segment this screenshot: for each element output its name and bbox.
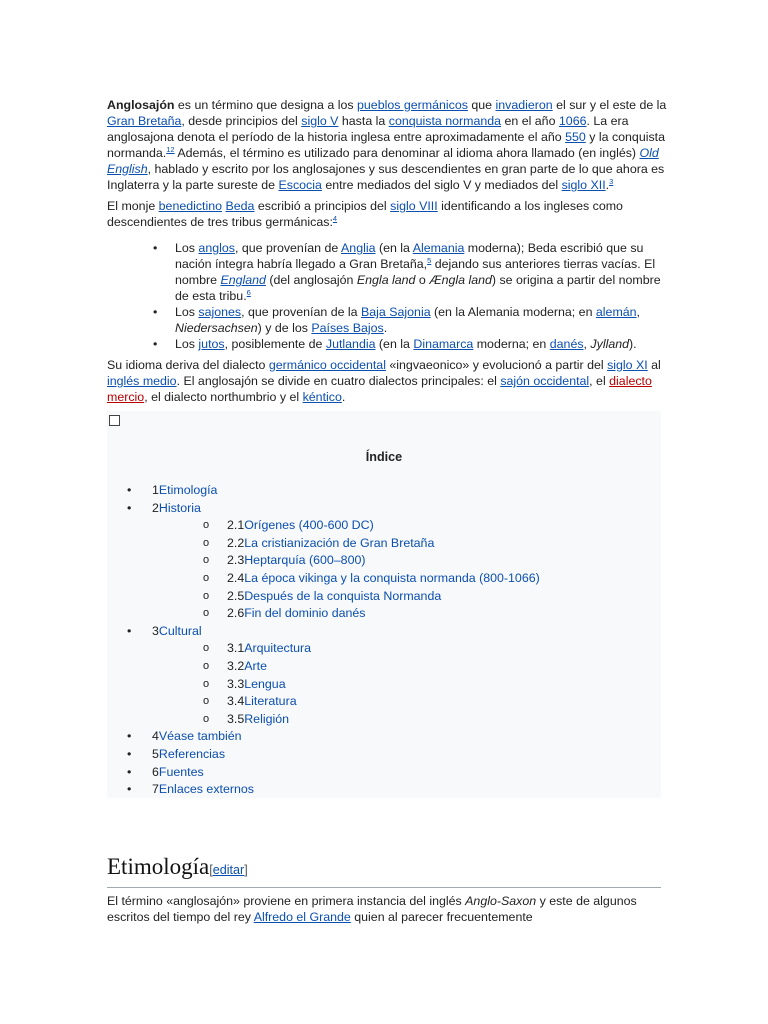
toc-item [107,517,661,535]
toc-label: Orígenes (400-600 DC) [244,518,374,533]
toc-number: 3.4 [227,694,245,709]
italic-term: Engla land [356,273,416,287]
beda-paragraph [107,198,667,230]
toc-link[interactable] [152,747,225,761]
text: , el dialecto northumbrio y el [144,390,303,404]
toc-item [107,693,661,711]
link-siglo-xii[interactable]: siglo XII [561,178,606,192]
toc-item [107,482,661,500]
link-1066[interactable]: 1066 [558,114,587,128]
toc-item [107,764,661,782]
toc-number: 2.3 [227,553,245,568]
toc-label: Religión [244,711,290,726]
toc-number: 4 [152,729,159,744]
toc-item [107,500,661,518]
text: Los [175,305,199,319]
toc-label: Referencias [158,746,226,761]
toc-number: 2 [152,500,159,515]
text: moderna; en [473,337,550,351]
text: que [467,98,496,112]
text: es un término que designa a los [174,98,358,112]
toc-item [107,605,661,623]
toc-link[interactable] [227,536,434,550]
link-pueblos-germanicos[interactable]: pueblos germánicos [357,98,468,112]
toc-link[interactable] [152,624,202,638]
toc-label: Después de la conquista Normanda [244,588,442,603]
edit-link[interactable]: editar [212,863,245,877]
toc-link[interactable] [152,765,204,779]
link-alfredo-el-grande[interactable]: Alfredo el Grande [253,910,351,924]
toc-link[interactable] [152,729,242,743]
toc-link[interactable] [227,677,286,691]
reference-marker [333,214,337,223]
text: (del anglosajón [265,273,357,287]
intro-paragraph [107,97,667,193]
toc-title: Índice [365,450,403,464]
toc-number: 2.6 [227,606,245,621]
text: , el [589,374,610,388]
link-sajones[interactable]: sajones [198,305,242,319]
text: y este de algunos escritos del tiempo del rey [107,894,637,924]
toc-item [107,658,661,676]
italic-term: Niedersachsen [175,321,258,335]
toc-label: Enlaces externos [158,782,254,797]
link-jutos[interactable]: jutos [198,337,225,351]
text: Además, el término es utilizado para denominar al idioma ahora llamado (en inglés) [174,146,640,160]
toc-item [107,588,661,606]
link-siglo-v[interactable]: siglo V [301,114,339,128]
toc-link[interactable] [152,501,201,515]
text: El monje [107,199,159,213]
toc-item [107,570,661,588]
text: al [647,358,661,372]
text: . [605,178,610,192]
link-sajon-occidental[interactable]: sajón occidental [500,374,590,388]
edit-section [209,863,248,877]
toc-number: 3 [152,623,159,638]
idioma-paragraph [107,357,667,405]
text: Su idioma deriva del dialecto [107,358,269,372]
toc-link[interactable] [227,606,365,620]
tribes-list [107,240,667,352]
toc-item [107,640,661,658]
toc-number: 3.1 [227,641,245,656]
text: Los [175,337,199,351]
reference-marker [609,177,613,186]
text: moderna); Beda escribió que su nación íntegra habría llegado a Gran Bretaña, [175,241,644,271]
ref-link[interactable]: 4 [332,214,338,223]
toc-link[interactable] [227,571,540,585]
text: , que provenían de [234,241,342,255]
text: escribió a principios del [254,199,391,213]
text: , [636,305,640,319]
text: El término «anglosajón» proviene en primera instancia del inglés [107,894,466,908]
heading-text: Etimología [107,854,210,879]
toc-link[interactable] [227,712,289,726]
toc-number: 5 [152,746,159,761]
italic-term: Jylland [590,337,629,351]
article-term: Anglosajón [107,98,175,112]
toc-item [107,746,661,764]
link-england[interactable] [220,273,265,287]
toc-item [107,728,661,746]
toc-item [107,711,661,729]
italic-term: Ængla land [429,273,492,287]
link-aleman[interactable]: alemán [595,305,637,319]
link-siglo-xi[interactable]: siglo XI [607,358,648,372]
toc-link[interactable] [227,694,297,708]
toc-number: 2.1 [227,518,245,533]
text: (en la [375,241,413,255]
toc-label: Historia [158,500,201,515]
text: , hablado y escrito por los anglosajones y sus descendientes en gran parte de lo que ahora es Inglaterra y la parte sureste de [107,162,665,192]
toc-label: La época vikinga y la conquista normanda (800-1066) [244,570,540,585]
toc-label: Etimología [158,483,218,497]
text: , [583,337,591,351]
section-heading-etimologia [107,852,661,888]
toc-label: Fuentes [158,764,204,779]
link-germanico-occidental[interactable]: germánico occidental [268,358,386,372]
toc-link[interactable] [227,659,267,673]
text: ) y de los [257,321,312,335]
link-benedictino[interactable]: benedictino [158,199,223,213]
toc-label: Véase también [158,729,242,744]
toc-toggle-checkbox[interactable] [109,415,120,426]
ref-link[interactable]: 5 [427,256,432,265]
edit-bracket: ] [244,863,248,877]
toc-number: 6 [152,764,159,779]
text: (en la Alemania moderna; en [430,305,596,319]
toc-number: 2.2 [227,535,245,550]
text: . El anglosajón se divide en cuatro dialectos principales: el [176,374,501,388]
toc-item [107,623,661,641]
text: o [415,273,430,287]
toc-link[interactable] [227,518,374,532]
text: el sur y el este de la [552,98,667,112]
link-conquista-normanda[interactable]: conquista normanda [388,114,502,128]
text: y la conquista normanda. [107,130,665,160]
etimologia-paragraph [107,893,667,925]
ref-link[interactable]: 6 [246,288,251,297]
text: hasta la [338,114,389,128]
link-label: England [220,273,266,287]
link-beda[interactable]: Beda [225,199,255,213]
toc-link[interactable] [227,641,311,655]
text: dejando sus anteriores tierras vacías. El nombre [175,257,656,287]
text: ) se origina a partir del nombre de esta tribu. [175,273,661,303]
toc-number: 1 [152,483,159,497]
italic-term: Anglo-Saxon [465,894,537,908]
link-kentico[interactable]: kéntico [302,390,342,404]
text: . La era anglosajona denota el período de la historia inglesa entre aproximadamente el año [107,114,629,144]
link-dinamarca[interactable]: Dinamarca [413,337,474,351]
table-of-contents [107,411,661,798]
toc-label: Arte [244,658,267,673]
reference-marker [166,145,174,154]
edit-bracket: [ [209,863,213,877]
toc-label: Cultural [158,623,202,638]
link-label: Old English [107,146,659,176]
toc-number: 7 [152,782,159,797]
list-item-sajones [175,304,667,336]
toc-link[interactable] [152,483,217,497]
toc-item [107,552,661,570]
toc-item [107,676,661,694]
text: (en la [375,337,414,351]
link-550[interactable]: 550 [565,130,586,144]
link-anglia[interactable]: Anglia [341,241,376,255]
ref-link[interactable]: 3 [609,177,614,186]
link-alemania[interactable]: Alemania [412,241,465,255]
toc-number: 2.4 [227,570,245,585]
toc-list [107,482,661,799]
toc-item [107,781,661,799]
toc-link[interactable] [227,553,365,567]
toc-number: 3.2 [227,658,245,673]
text: ). [629,337,637,351]
text: , desde principios del [181,114,302,128]
toc-number: 3.5 [227,711,245,726]
toc-link[interactable] [227,589,441,603]
link-siglo-viii[interactable]: siglo VIII [390,199,438,213]
text: , posiblemente de [224,337,326,351]
link-jutlandia[interactable]: Jutlandia [325,337,376,351]
link-dialecto-mercio[interactable]: dialecto mercio [107,374,652,404]
text: entre mediados del siglo V y mediados del [321,178,562,192]
link-baja-sajonia[interactable]: Baja Sajonia [361,305,431,319]
text: , que provenían de la [241,305,362,319]
ref-link[interactable]: 12 [166,145,175,154]
toc-label: La cristianización de Gran Bretaña [244,535,435,550]
toc-label: Fin del dominio danés [244,606,366,621]
toc-number: 3.3 [227,676,245,691]
text: en el año [501,114,559,128]
toc-label: Lengua [244,676,286,691]
link-ingles-medio[interactable]: inglés medio [107,374,177,388]
text: Los [175,241,199,255]
toc-number: 2.5 [227,588,245,603]
link-invadieron[interactable]: invadieron [495,98,553,112]
link-danes[interactable]: danés [549,337,584,351]
text: «ingvaeonico» y evolucionó a partir del [385,358,608,372]
text: identificando a los ingleses como descendientes de tres tribus germánicas: [107,199,623,229]
article-content [107,97,667,798]
toc-label: Heptarquía (600–800) [244,553,366,568]
reference-marker [247,288,251,297]
toc-item [107,535,661,553]
toc-label: Arquitectura [244,641,312,656]
link-paises-bajos[interactable]: Países Bajos [311,321,384,335]
link-escocia[interactable]: Escocia [278,178,322,192]
text: . [383,321,388,335]
link-gran-bretana[interactable]: Gran Bretaña [107,114,182,128]
list-item-anglos [175,240,667,304]
toc-label: Literatura [244,694,297,709]
link-anglos[interactable]: anglos [198,241,235,255]
text: . [341,390,346,404]
text: quien al parecer frecuentemente [350,910,533,924]
list-item-jutos [175,336,667,352]
toc-link[interactable] [152,782,254,796]
